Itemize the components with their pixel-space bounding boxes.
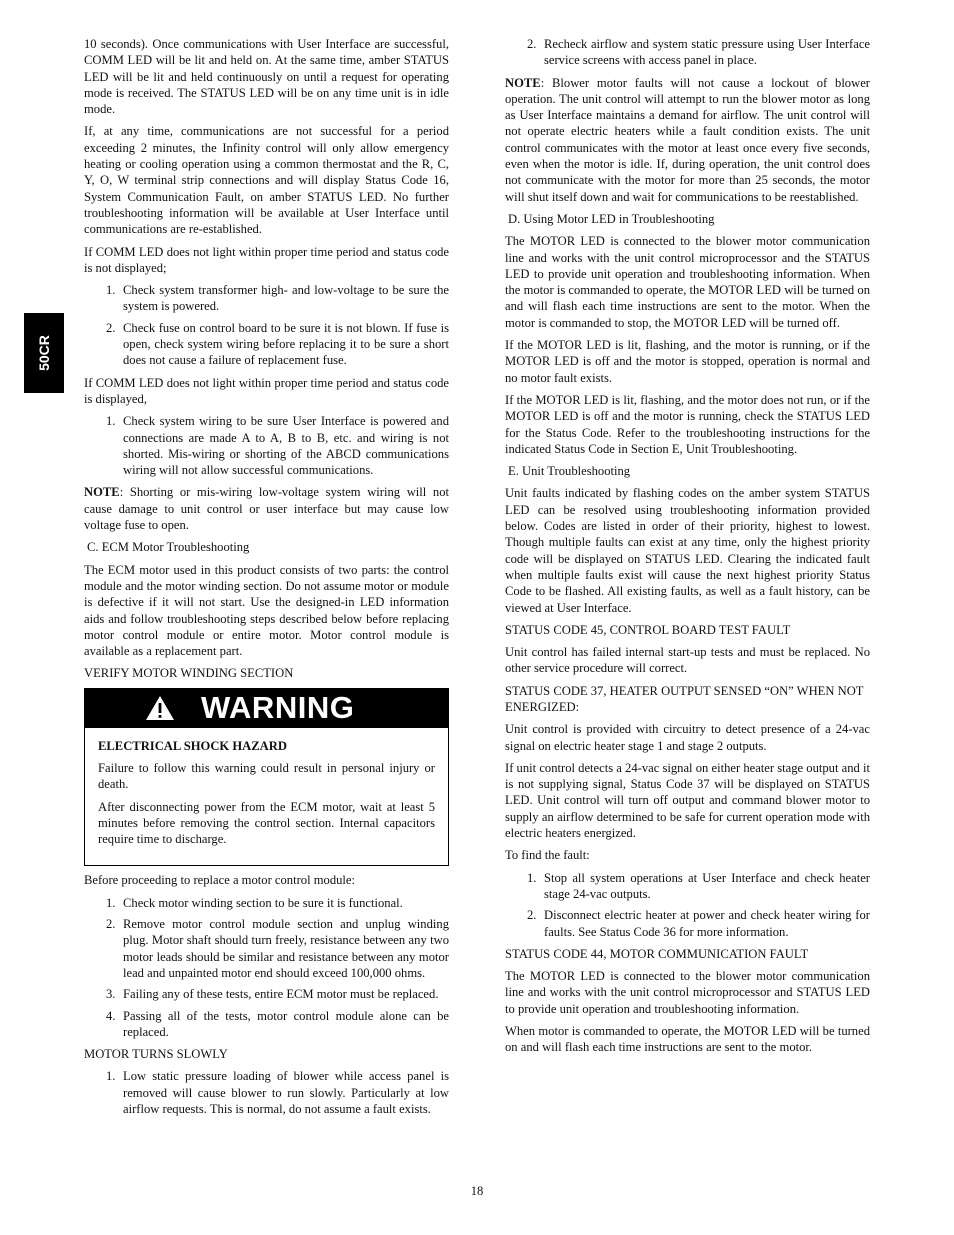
list-number: 1. (106, 1069, 116, 1084)
list-number: 2. (527, 908, 537, 923)
paragraph: Unit control has failed internal start-up tests and must be replaced. No other service procedure will correct. (505, 645, 870, 676)
note-label: NOTE (505, 75, 541, 90)
section-heading: C. ECM Motor Troubleshooting (87, 540, 250, 555)
list-text: Low static pressure loading of blower while access panel is removed will cause blower to run slowly. Particularly at low airflow requests. This is normal, do not assume a fault exists. (123, 1069, 449, 1117)
subheading: STATUS CODE 45, CONTROL BOARD TEST FAULT (505, 622, 791, 637)
warning-box (84, 688, 449, 867)
list-item (84, 282, 449, 315)
note-label: NOTE (84, 485, 120, 500)
list-number: 1. (106, 895, 116, 910)
paragraph: The MOTOR LED is connected to the blower motor communication line and works with the unit control microprocessor and STATUS LED to provide unit operation and troubleshooting information. (505, 969, 870, 1016)
subheading: VERIFY MOTOR WINDING SECTION (84, 666, 294, 681)
list-item (84, 1068, 449, 1117)
list-item (84, 413, 449, 478)
list-number: 4. (106, 1008, 116, 1023)
paragraph: If COMM LED does not light within proper time period and status code is not displayed; (84, 244, 449, 275)
section-tab (24, 313, 64, 393)
paragraph: If, at any time, communications are not successful for a period exceeding 2 minutes, the Infinity control will only allow emergency heating or cooling operation using a common thermostat and the R, C, Y, O, W terminal strip connections and will display Status Code 16, System Communication Fault, on amber STATUS LED. No further troubleshooting information will be available at User Interface until communications are re-established. (84, 124, 449, 237)
paragraph: The ECM motor used in this product consists of two parts: the control module and the motor winding section. Do not assume motor or module is defective if it will not start. Use the designed-in LED information aids and follow troubleshooting steps described below before replacing motor control module or entire motor. Motor control module is available as a replacement part. (84, 562, 449, 659)
list-item (84, 320, 449, 369)
list-number: 1. (527, 870, 537, 885)
warning-hazard-text: ELECTRICAL SHOCK HAZARD (98, 738, 287, 753)
note (505, 75, 870, 205)
numbered-list (505, 870, 870, 940)
list-item (505, 870, 870, 903)
warning-hazard (98, 738, 435, 754)
list-text: Recheck airflow and system static pressure using User Interface service screens with access panel in place. (544, 37, 870, 68)
left-column (84, 36, 449, 1123)
list-item (84, 986, 449, 1002)
note (84, 484, 449, 533)
list-text: Stop all system operations at User Interface and check heater stage 24-vac outputs. (544, 870, 870, 901)
numbered-list (84, 895, 449, 1040)
paragraph: If the MOTOR LED is lit, flashing, and the motor is running, or if the MOTOR LED is off and the motor is stopped, operation is normal and no motor fault exists. (505, 338, 870, 385)
paragraph: When motor is commanded to operate, the MOTOR LED will be turned on and will flash each time instructions are sent to the motor. (505, 1024, 870, 1055)
note-text: : Shorting or mis-wiring low-voltage system wiring will not cause damage to unit control or user interface but may cause low voltage fuse to open. (84, 485, 449, 533)
paragraph: 10 seconds). Once communications with User Interface are successful, COMM LED will be lit and held on. At the same time, amber STATUS LED will be lit and held continuously on until a request for operating mode is received. The STATUS LED will be on any time unit is in idle mode. (84, 37, 449, 117)
list-text: Disconnect electric heater at power and check heater wiring for faults. See Status Code 36 for more information. (544, 908, 870, 939)
section-tab-label: 50CR (35, 335, 52, 371)
list-number: 1. (106, 283, 116, 298)
list-number: 1. (106, 414, 116, 429)
list-item (84, 1008, 449, 1041)
list-text: Failing any of these tests, entire ECM motor must be replaced. (123, 987, 439, 1002)
section-heading: E. Unit Troubleshooting (508, 464, 631, 479)
note-text: : Blower motor faults will not cause a lockout of blower operation. The unit control will attempt to run the blower motor as long as User Interface maintains a demand for airflow. The unit control will not operate electric heaters while a fault condition exists. The unit control communicates with the motor at least once every five seconds, even when the motor is idle. If, during operation, the unit control does not communicate with the motor for more than 25 seconds, the motor will shut itself down and wait for communications to be reestablished. (505, 75, 870, 204)
list-text: Check fuse on control board to be sure it is not blown. If fuse is open, check system wiring before replacing it to be sure a short does not cause a failure of replacement fuse. (123, 320, 449, 368)
list-text: Check system transformer high- and low-voltage to be sure the system is powered. (123, 283, 449, 314)
warning-text: Failure to follow this warning could result in personal injury or death. (98, 760, 435, 792)
list-item (84, 916, 449, 981)
section-heading: D. Using Motor LED in Troubleshooting (508, 211, 715, 226)
paragraph: If unit control detects a 24-vac signal on either heater stage output and it is not supplying signal, Status Code 37 will be displayed on STATUS LED. Unit control will turn off output and command blower motor to supply an airflow determined to be safe for current operation mode with electric heaters energized. (505, 760, 870, 841)
list-number: 2. (527, 37, 537, 51)
list-item (505, 36, 870, 69)
warning-header (85, 689, 448, 728)
subheading: STATUS CODE 37, HEATER OUTPUT SENSED “ON” WHEN NOT ENERGIZED: (505, 683, 864, 714)
list-text: Check motor winding section to be sure it is functional. (123, 895, 403, 910)
warning-text: After disconnecting power from the ECM motor, wait at least 5 minutes before removing the control section. Internal capacitors require time to discharge. (98, 799, 435, 847)
page-number: 18 (470, 1184, 484, 1198)
subheading: STATUS CODE 44, MOTOR COMMUNICATION FAULT (505, 946, 809, 961)
numbered-list (84, 1068, 449, 1117)
numbered-list (505, 36, 870, 69)
numbered-list (84, 413, 449, 478)
list-text: Check system wiring to be sure User Interface is powered and connections are made A to A, B to B, etc. and wiring is not shorted. Mis-wiring or shorting of the ABCD communications wiring will not allow successful communications. (123, 414, 449, 478)
paragraph: Unit control is provided with circuitry to detect presence of a 24-vac signal on electric heater stage 1 and stage 2 outputs. (505, 722, 870, 753)
list-number: 3. (106, 987, 116, 1002)
warning-triangle-icon (145, 695, 175, 721)
list-item (84, 895, 449, 911)
right-column (505, 36, 870, 1062)
subheading: MOTOR TURNS SLOWLY (84, 1047, 228, 1062)
paragraph: Unit faults indicated by flashing codes on the amber system STATUS LED can be resolved using troubleshooting information provided below. Codes are listed in order of their priority, highest to lowest. Though multiple faults can exist at any time, only the highest priority code will be displayed on STATUS LED. Clearing the indicated fault when multiple faults exist will cause the next highest priority Status Code to be flashed. All existing faults, as well as a fault history, can be viewed at User Interface. (505, 486, 870, 615)
paragraph: Before proceeding to replace a motor control module: (84, 873, 356, 888)
list-number: 2. (106, 320, 116, 335)
paragraph: If COMM LED does not light within proper time period and status code is displayed, (84, 375, 449, 406)
warning-title: WARNING (201, 690, 355, 726)
numbered-list (84, 282, 449, 368)
paragraph: The MOTOR LED is connected to the blower motor communication line and works with the unit control microprocessor and the STATUS LED to provide unit operation and troubleshooting information. When the motor is commanded to operate, the MOTOR LED will be turned on and will flash each time instructions are sent to the motor. When the motor is commanded to stop, the MOTOR LED will be turned off. (505, 234, 870, 330)
warning-body (85, 728, 448, 866)
paragraph: If the MOTOR LED is lit, flashing, and the motor does not run, or if the MOTOR LED is off and the motor is running, check the STATUS LED for the Status Code. Refer to the troubleshooting instructions for the indicated Status Code in Section E, Unit Troubleshooting. (505, 392, 870, 456)
list-text: Passing all of the tests, motor control module alone can be replaced. (123, 1008, 449, 1039)
paragraph: To find the fault: (505, 848, 590, 863)
list-item (505, 907, 870, 940)
list-text: Remove motor control module section and unplug winding plug. Motor shaft should turn freely, resistance between any two motor leads should be similar and resistance between any motor lead and unpainted motor end should exceed 100,000 ohms. (123, 917, 449, 980)
list-number: 2. (106, 917, 116, 932)
